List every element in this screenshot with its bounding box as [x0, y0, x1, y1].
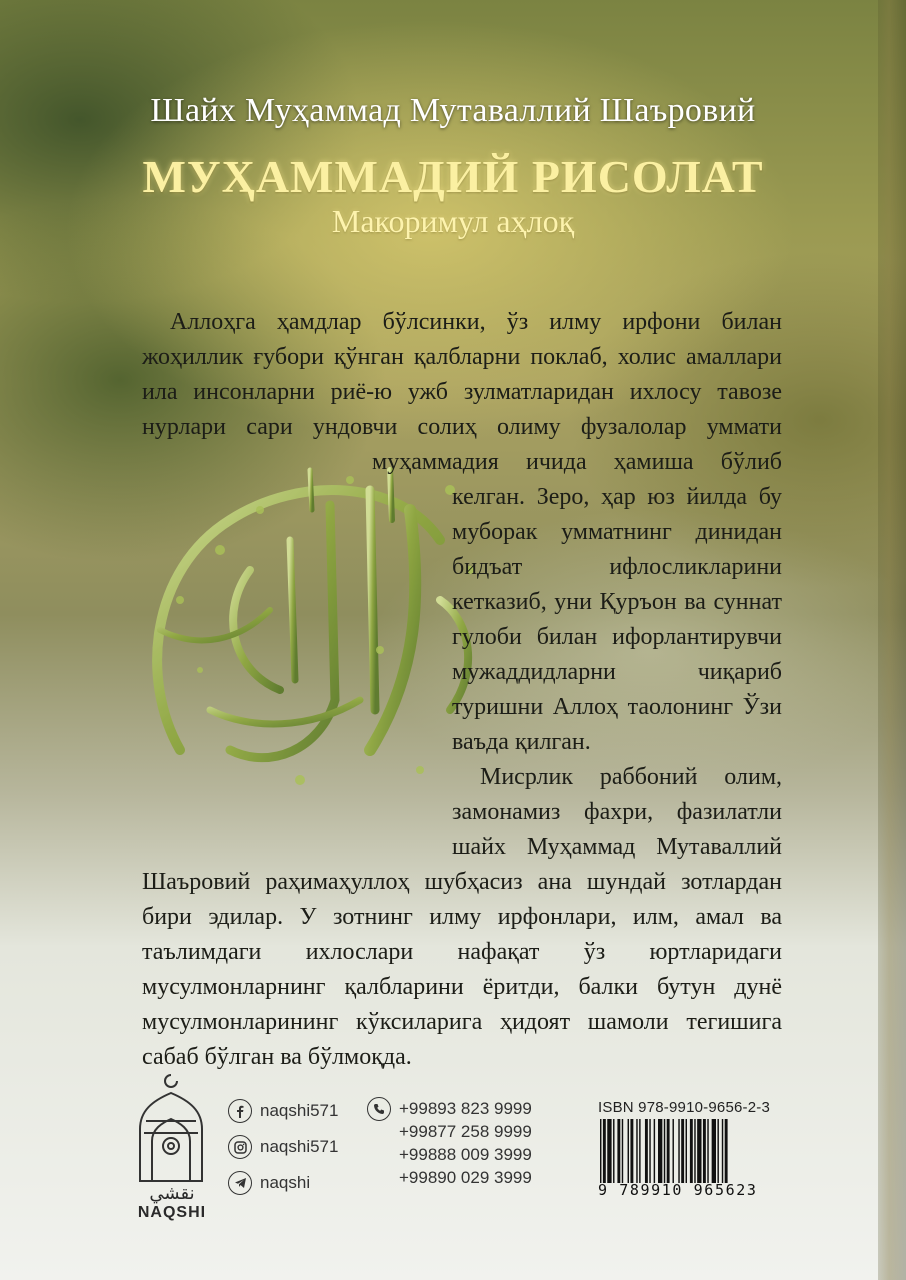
isbn-label: ISBN 978-9910-9656-2-3: [598, 1099, 771, 1116]
isbn-barcode: [598, 1119, 784, 1183]
phone-number-3: +99888 009 3999: [399, 1144, 532, 1164]
barcode-bar: [690, 1119, 693, 1183]
phone-list: [367, 1097, 532, 1189]
barcode-bar: [607, 1119, 611, 1183]
book-subtitle: Макоримул аҳлоқ: [331, 203, 575, 239]
barcode-bar: [645, 1119, 648, 1183]
book-title: МУҲАММАДИЙ РИСОЛАТ: [142, 151, 764, 202]
facebook-icon: [228, 1099, 252, 1123]
social-item-telegram[interactable]: [228, 1169, 338, 1197]
barcode-bar: [636, 1119, 637, 1183]
barcode-bar: [658, 1119, 662, 1183]
social-item-instagram[interactable]: [228, 1133, 338, 1161]
barcode-bar: [654, 1119, 655, 1183]
publisher-latin-name: NAQSHI: [137, 1204, 207, 1221]
social-links: [228, 1097, 338, 1205]
barcode-digits: 9 789910 965623: [598, 1181, 758, 1199]
barcode-bar: [703, 1119, 706, 1183]
publisher-name: [124, 1183, 220, 1222]
barcode-bar: [722, 1119, 723, 1183]
phone-number-4: +99890 029 3999: [399, 1167, 532, 1187]
barcode-bar: [712, 1119, 716, 1183]
isbn-block: [598, 1099, 786, 1199]
telegram-handle: naqshi: [260, 1173, 311, 1192]
phone-row-3[interactable]: [367, 1143, 532, 1166]
barcode-bar: [628, 1119, 629, 1183]
phone-number-1: +99893 823 9999: [399, 1098, 532, 1118]
barcode-bar: [613, 1119, 614, 1183]
barcode-bar: [617, 1119, 620, 1183]
publisher-footer: [0, 1065, 906, 1245]
phone-icon: [367, 1097, 391, 1121]
publisher-arabic-name: نقشي: [149, 1183, 195, 1204]
description-paragraph-2: Мисрлик раббоний олим, замонамиз фахри, фазилатли шайх Муҳаммад Мутаваллий Шаъровий раҳимаҳуллоҳ шубҳасиз ана шундай зотлардан бири эдилар. У зотнинг илму ирфонлари, илм, амал ва таълимдаги ихлослари нафақат ўз юртларидаги мусулмонларнинг қалбларини ёритди, балки бутун дунё мусулмонларининг кўксиларига ҳидоят шамоли тегишига сабаб бўлган ва бўлмоқда.: [142, 764, 782, 1070]
barcode-bar: [686, 1119, 687, 1183]
barcode-bar: [673, 1119, 674, 1183]
phone-row-4[interactable]: [367, 1166, 532, 1189]
facebook-handle: naqshi571: [260, 1101, 339, 1120]
instagram-handle: naqshi571: [260, 1137, 339, 1156]
barcode-bar: [707, 1119, 708, 1183]
telegram-icon: [228, 1171, 252, 1195]
barcode-bar: [725, 1119, 728, 1183]
barcode-bar: [600, 1119, 601, 1183]
instagram-icon: [228, 1135, 252, 1159]
barcode-bar: [697, 1119, 701, 1183]
barcode-bar: [667, 1119, 670, 1183]
barcode-bar: [649, 1119, 650, 1183]
back-cover-description: [142, 305, 782, 1075]
author-name: Шайх Муҳаммад Мутаваллий Шаъровий: [150, 92, 756, 129]
social-item-facebook[interactable]: [228, 1097, 338, 1125]
barcode-bar: [603, 1119, 606, 1183]
phone-number-2: +99877 258 9999: [399, 1121, 532, 1141]
barcode-bar: [622, 1119, 623, 1183]
barcode-bar: [678, 1119, 679, 1183]
phone-row-2[interactable]: [367, 1120, 532, 1143]
phone-row-1[interactable]: [367, 1097, 532, 1120]
barcode-bar: [664, 1119, 665, 1183]
barcode-bar: [681, 1119, 684, 1183]
barcode-bar: [717, 1119, 718, 1183]
barcode-bar: [639, 1119, 640, 1183]
barcode-bar: [630, 1119, 633, 1183]
barcode-bar: [694, 1119, 695, 1183]
description-paragraph-1: Аллоҳга ҳамдлар бўлсинки, ўз илму ирфони билан жоҳиллик ғубори қўнган қалбларни поклаб, холис амаллари ила инсонларни риё-ю ужб зулматларидан ихлосу тавозе нурлари сари ундовчи солиҳ олиму фузалолар уммати муҳаммадия ичида ҳамиша бўлиб келган. Зеро, ҳар юз йилда бу муборак умматнинг динидан бидъат ифлосликларини кетказиб, уни Қуръон ва суннат гулоби билан ифорлантирувчи мужаддидларни чиқариб туришни Аллоҳ таолонинг Ўзи ваъда қилган.: [142, 309, 782, 755]
